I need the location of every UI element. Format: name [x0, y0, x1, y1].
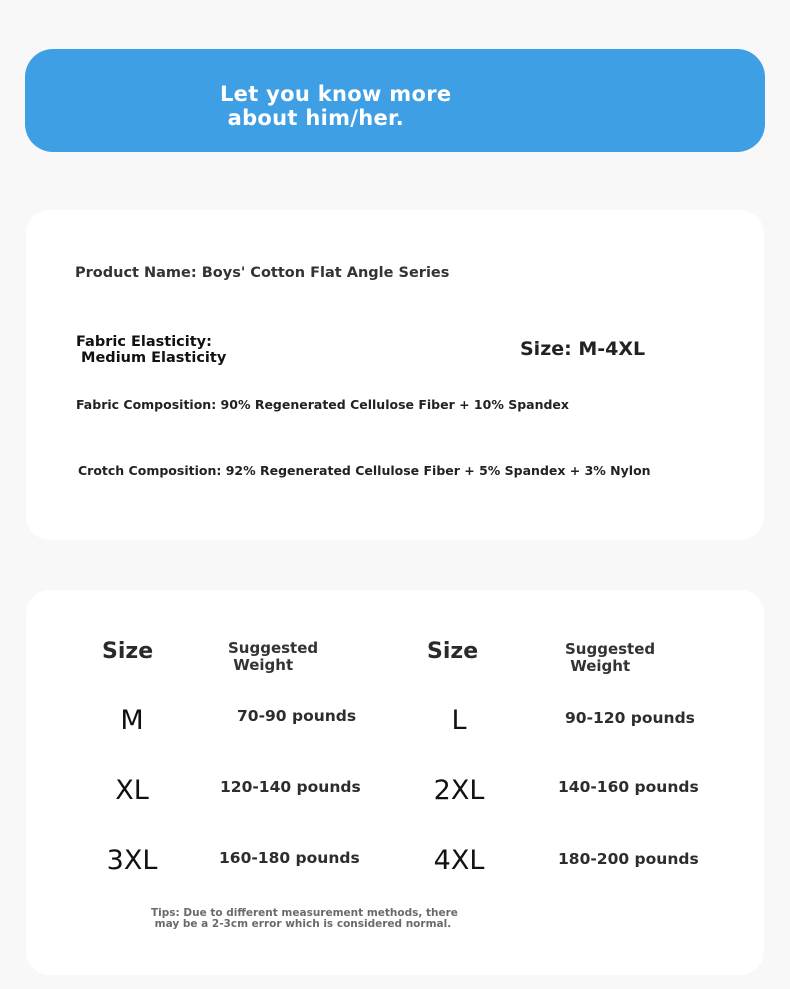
product-info-card [26, 210, 764, 540]
size-chart-card [26, 590, 764, 975]
measurement-tips: Tips: Due to different measurement methods, there may be a 2-3cm error which is considered normal. [151, 907, 458, 930]
size-header-left: Size [102, 639, 154, 664]
size-cell: 2XL [433, 775, 485, 806]
fabric-elasticity: Fabric Elasticity: Medium Elasticity [76, 334, 227, 366]
size-cell: XL [115, 775, 149, 806]
crotch-composition: Crotch Composition: 92% Regenerated Cellulose Fiber + 5% Spandex + 3% Nylon [78, 463, 651, 478]
size-cell: L [451, 705, 467, 736]
size-cell: M [120, 705, 144, 736]
size-range: Size: M-4XL [520, 338, 646, 360]
size-cell: 4XL [433, 845, 485, 876]
weight-cell: 140-160 pounds [558, 778, 699, 796]
weight-cell: 120-140 pounds [220, 778, 361, 796]
fabric-composition: Fabric Composition: 90% Regenerated Cellulose Fiber + 10% Spandex [76, 397, 569, 412]
weight-cell: 180-200 pounds [558, 850, 699, 868]
header-title: Let you know more about him/her. [220, 82, 452, 130]
size-cell: 3XL [106, 845, 158, 876]
weight-cell: 160-180 pounds [219, 849, 360, 867]
weight-cell: 70-90 pounds [237, 707, 357, 725]
product-name: Product Name: Boys' Cotton Flat Angle Series [75, 265, 450, 281]
header-banner [25, 49, 765, 152]
weight-header-right: Suggested Weight [565, 640, 656, 675]
weight-header-left: Suggested Weight [228, 639, 319, 674]
weight-cell: 90-120 pounds [565, 709, 695, 727]
size-header-right: Size [427, 639, 479, 664]
